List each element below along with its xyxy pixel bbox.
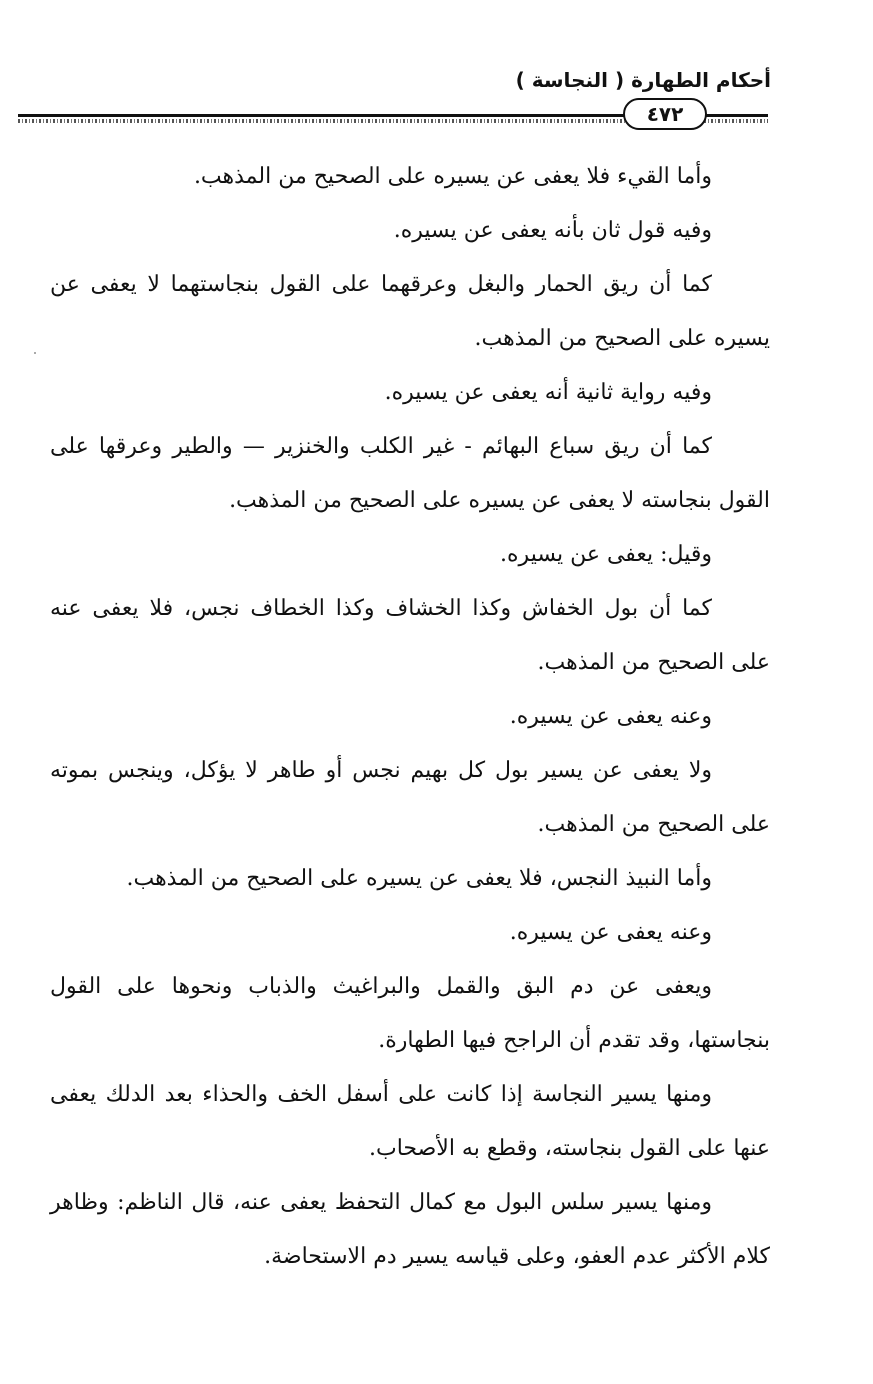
- paragraph: كما أن ريق سباع البهائم - غير الكلب والخنزير — والطير وعرقها على القول بنجاسته لا يعفى عن يسيره على الصحيح من المذهب.: [50, 434, 770, 513]
- page-number: ٤٧٢: [623, 98, 707, 130]
- paragraph: ولا يعفى عن يسير بول كل بهيم نجس أو طاهر لا يؤكل، وينجس بموته على الصحيح من المذهب.: [50, 758, 770, 837]
- paragraph: ومنها يسير سلس البول مع كمال التحفظ يعفى عنه، قال الناظم: وظاهر كلام الأكثر عدم العفو، وعلى قياسه يسير دم الاستحاضة.: [50, 1190, 770, 1269]
- paragraph: ومنها يسير النجاسة إذا كانت على أسفل الخف والحذاء بعد الدلك يعفى عنها على القول بنجاسته، وقطع به الأصحاب.: [50, 1082, 770, 1161]
- paragraph: وفيه قول ثان بأنه يعفى عن يسيره.: [393, 218, 712, 243]
- paragraph: وعنه يعفى عن يسيره.: [509, 920, 712, 945]
- paragraph: وقيل: يعفى عن يسيره.: [500, 542, 712, 567]
- paragraph: كما أن بول الخفاش وكذا الخشاف وكذا الخطاف نجس، فلا يعفى عنه على الصحيح من المذهب.: [50, 596, 770, 675]
- paragraph: وعنه يعفى عن يسيره.: [509, 704, 712, 729]
- paragraph: وفيه رواية ثانية أنه يعفى عن يسيره.: [384, 380, 712, 405]
- paragraph: وأما القيء فلا يعفى عن يسيره على الصحيح من المذهب.: [193, 164, 712, 189]
- running-title: أحكام الطهارة ( النجاسة ): [515, 68, 771, 92]
- paragraph: كما أن ريق الحمار والبغل وعرقهما على القول بنجاستهما لا يعفى عن يسيره على الصحيح من المذهب.: [50, 272, 770, 351]
- paragraph: ويعفى عن دم البق والقمل والبراغيث والذباب ونحوها على القول بنجاستها، وقد تقدم أن الراجح فيها الطهارة.: [50, 974, 770, 1053]
- paragraph: وأما النبيذ النجس، فلا يعفى عن يسيره على الصحيح من المذهب.: [126, 866, 712, 891]
- body-text: [50, 150, 770, 1284]
- scan-speck: [34, 352, 36, 354]
